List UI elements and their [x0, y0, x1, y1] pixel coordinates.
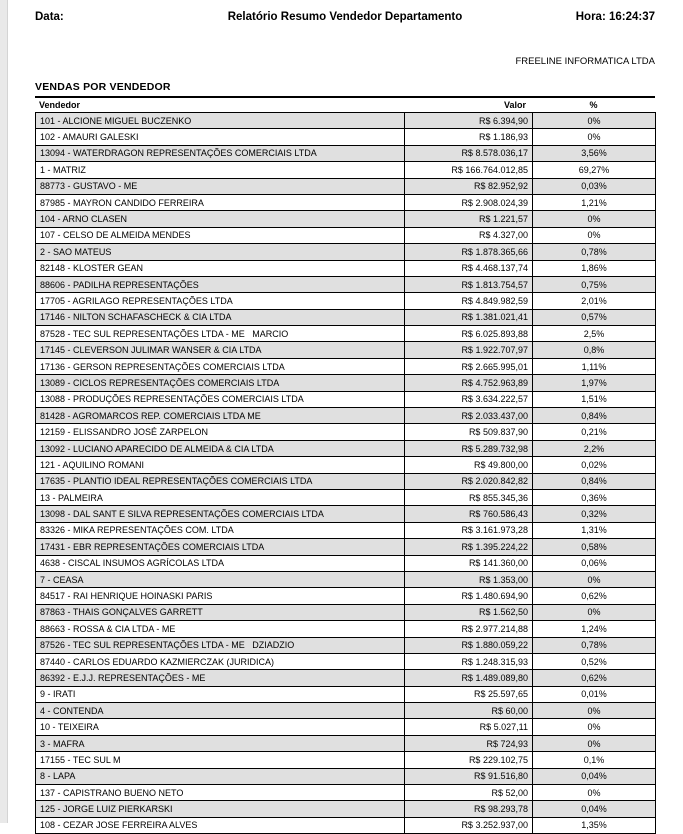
valor-cell: R$ 1.381.021,41 [405, 309, 533, 325]
percent-cell: 2,2% [533, 440, 656, 456]
table-row [36, 604, 656, 620]
table-row [36, 752, 656, 768]
percent-cell: 0% [533, 604, 656, 620]
percent-cell: 0% [533, 129, 656, 145]
valor-cell: R$ 855.345,36 [405, 489, 533, 505]
table-row [36, 293, 656, 309]
table-row [36, 244, 656, 260]
table-row [36, 817, 656, 833]
vendedor-cell: 108 - CEZAR JOSE FERREIRA ALVES [36, 817, 405, 833]
table-row [36, 408, 656, 424]
vendedor-cell: 125 - JORGE LUIZ PIERKARSKI [36, 801, 405, 817]
vendedor-cell: 81428 - AGROMARCOS REP. COMERCIAIS LTDA ME [36, 408, 405, 424]
valor-cell: R$ 6.394,90 [405, 113, 533, 129]
percent-cell: 0,32% [533, 506, 656, 522]
vendedor-cell: 101 - ALCIONE MIGUEL BUCZENKO [36, 113, 405, 129]
date-label: Data: [35, 11, 64, 23]
vendedor-cell: 88773 - GUSTAVO - ME [36, 178, 405, 194]
percent-cell: 0,04% [533, 768, 656, 784]
table-row [36, 539, 656, 555]
vendedor-cell: 4638 - CISCAL INSUMOS AGRÍCOLAS LTDA [36, 555, 405, 571]
valor-cell: R$ 3.252.937,00 [405, 817, 533, 833]
table-row [36, 358, 656, 374]
valor-cell: R$ 52,00 [405, 785, 533, 801]
table-row [36, 342, 656, 358]
table-column-headers [35, 98, 655, 112]
table-row [36, 670, 656, 686]
vendedor-cell: 137 - CAPISTRANO BUENO NETO [36, 785, 405, 801]
percent-cell: 1,97% [533, 375, 656, 391]
percent-cell: 0,57% [533, 309, 656, 325]
table-row [36, 440, 656, 456]
table-row [36, 735, 656, 751]
table-row [36, 571, 656, 587]
report-page [35, 0, 655, 834]
table-row [36, 391, 656, 407]
vendedor-cell: 102 - AMAURI GALESKI [36, 129, 405, 145]
vendedor-cell: 1 - MATRIZ [36, 162, 405, 178]
table-row [36, 145, 656, 161]
vendedor-cell: 13098 - DAL SANT E SILVA REPRESENTAÇÕES COMERCIAIS LTDA [36, 506, 405, 522]
percent-cell: 1,31% [533, 522, 656, 538]
percent-cell: 0,04% [533, 801, 656, 817]
valor-cell: R$ 4.849.982,59 [405, 293, 533, 309]
percent-cell: 1,51% [533, 391, 656, 407]
table-row [36, 227, 656, 243]
valor-cell: R$ 1.248.315,93 [405, 653, 533, 669]
percent-cell: 1,11% [533, 358, 656, 374]
percent-cell: 1,35% [533, 817, 656, 833]
table-row [36, 801, 656, 817]
valor-cell: R$ 5.289.732,98 [405, 440, 533, 456]
report-title: Relatório Resumo Vendedor Departamento [227, 11, 463, 23]
table-row [36, 489, 656, 505]
table-row [36, 768, 656, 784]
valor-cell: R$ 2.665.995,01 [405, 358, 533, 374]
percent-cell: 0% [533, 785, 656, 801]
valor-cell: R$ 141.360,00 [405, 555, 533, 571]
table-row [36, 211, 656, 227]
valor-cell: R$ 1.395.224,22 [405, 539, 533, 555]
valor-cell: R$ 5.027,11 [405, 719, 533, 735]
vendedor-cell: 10 - TEIXEIRA [36, 719, 405, 735]
percent-cell: 0,02% [533, 457, 656, 473]
vendedor-cell: 4 - CONTENDA [36, 703, 405, 719]
percent-cell: 0,78% [533, 244, 656, 260]
percent-cell: 0,36% [533, 489, 656, 505]
vendedor-cell: 17136 - GERSON REPRESENTAÇÕES COMERCIAIS LTDA [36, 358, 405, 374]
valor-cell: R$ 1.878.365,66 [405, 244, 533, 260]
percent-cell: 0,06% [533, 555, 656, 571]
table-row [36, 129, 656, 145]
sales-table-body [36, 113, 656, 834]
percent-cell: 69,27% [533, 162, 656, 178]
table-row [36, 703, 656, 719]
vendedor-cell: 17155 - TEC SUL M [36, 752, 405, 768]
table-row [36, 686, 656, 702]
vendedor-cell: 107 - CELSO DE ALMEIDA MENDES [36, 227, 405, 243]
valor-cell: R$ 82.952,92 [405, 178, 533, 194]
percent-cell: 0,84% [533, 408, 656, 424]
valor-cell: R$ 1.880.059,22 [405, 637, 533, 653]
valor-cell: R$ 3.161.973,28 [405, 522, 533, 538]
valor-cell: R$ 4.752.963,89 [405, 375, 533, 391]
vendedor-cell: 87528 - TEC SUL REPRESENTAÇÕES LTDA - ME MARCIO [36, 326, 405, 342]
percent-cell: 0% [533, 211, 656, 227]
valor-cell: R$ 91.516,80 [405, 768, 533, 784]
vendedor-cell: 3 - MAFRA [36, 735, 405, 751]
vendedor-cell: 17431 - EBR REPRESENTAÇÕES COMERCIAIS LTDA [36, 539, 405, 555]
percent-cell: 0,84% [533, 473, 656, 489]
valor-cell: R$ 1.480.694,90 [405, 588, 533, 604]
valor-cell: R$ 4.327,00 [405, 227, 533, 243]
table-row [36, 162, 656, 178]
vendedor-cell: 86392 - E.J.J. REPRESENTAÇÕES - ME [36, 670, 405, 686]
column-header-percent: % [589, 100, 598, 110]
table-row [36, 473, 656, 489]
table-row [36, 260, 656, 276]
valor-cell: R$ 6.025.893,88 [405, 326, 533, 342]
vendedor-cell: 88663 - ROSSA & CIA LTDA - ME [36, 621, 405, 637]
percent-cell: 0,52% [533, 653, 656, 669]
vendedor-cell: 13089 - CICLOS REPRESENTAÇÕES COMERCIAIS LTDA [36, 375, 405, 391]
valor-cell: R$ 509.837,90 [405, 424, 533, 440]
table-row [36, 457, 656, 473]
valor-cell: R$ 3.634.222,57 [405, 391, 533, 407]
section-title: VENDAS POR VENDEDOR [35, 81, 171, 93]
vendedor-cell: 121 - AQUILINO ROMANI [36, 457, 405, 473]
sales-table [35, 112, 656, 834]
vendedor-cell: 13088 - PRODUÇÕES REPRESENTAÇÕES COMERCIAIS LTDA [36, 391, 405, 407]
vendedor-cell: 88606 - PADILHA REPRESENTAÇÕES [36, 276, 405, 292]
percent-cell: 0,58% [533, 539, 656, 555]
table-row [36, 194, 656, 210]
vendedor-cell: 84517 - RAI HENRIQUE HOINASKI PARIS [36, 588, 405, 604]
vendedor-cell: 2 - SAO MATEUS [36, 244, 405, 260]
vendedor-cell: 8 - LAPA [36, 768, 405, 784]
company-name: FREELINE INFORMATICA LTDA [515, 56, 655, 67]
vendedor-cell: 82148 - KLOSTER GEAN [36, 260, 405, 276]
vendedor-cell: 17146 - NILTON SCHAFASCHECK & CIA LTDA [36, 309, 405, 325]
table-row [36, 113, 656, 129]
vendedor-cell: 17145 - CLEVERSON JULIMAR WANSER & CIA LTDA [36, 342, 405, 358]
vendedor-cell: 9 - IRATI [36, 686, 405, 702]
table-row [36, 276, 656, 292]
report-header [35, 11, 655, 23]
vendedor-cell: 87526 - TEC SUL REPRESENTAÇÕES LTDA - ME DZIADZIO [36, 637, 405, 653]
percent-cell: 0,03% [533, 178, 656, 194]
table-row [36, 719, 656, 735]
percent-cell: 0% [533, 571, 656, 587]
table-row [36, 588, 656, 604]
valor-cell: R$ 98.293,78 [405, 801, 533, 817]
vendedor-cell: 87863 - THAIS GONÇALVES GARRETT [36, 604, 405, 620]
table-row [36, 637, 656, 653]
percent-cell: 0,75% [533, 276, 656, 292]
percent-cell: 1,24% [533, 621, 656, 637]
percent-cell: 0,8% [533, 342, 656, 358]
vendedor-cell: 83326 - MIKA REPRESENTAÇÕES COM. LTDA [36, 522, 405, 538]
percent-cell: 0% [533, 719, 656, 735]
percent-cell: 0% [533, 227, 656, 243]
valor-cell: R$ 1.186,93 [405, 129, 533, 145]
table-row [36, 522, 656, 538]
column-header-vendedor: Vendedor [39, 100, 81, 110]
table-row [36, 653, 656, 669]
percent-cell: 0,01% [533, 686, 656, 702]
valor-cell: R$ 2.977.214,88 [405, 621, 533, 637]
table-row [36, 178, 656, 194]
valor-cell: R$ 49.800,00 [405, 457, 533, 473]
percent-cell: 0,21% [533, 424, 656, 440]
valor-cell: R$ 60,00 [405, 703, 533, 719]
valor-cell: R$ 1.489.089,80 [405, 670, 533, 686]
valor-cell: R$ 1.221,57 [405, 211, 533, 227]
table-row [36, 309, 656, 325]
percent-cell: 2,01% [533, 293, 656, 309]
vendedor-cell: 13 - PALMEIRA [36, 489, 405, 505]
percent-cell: 2,5% [533, 326, 656, 342]
vendedor-cell: 13094 - WATERDRAGON REPRESENTAÇÕES COMERCIAIS LTDA [36, 145, 405, 161]
time-label: Hora: 16:24:37 [575, 11, 656, 23]
vendedor-cell: 13092 - LUCIANO APARECIDO DE ALMEIDA & CIA LTDA [36, 440, 405, 456]
table-row [36, 375, 656, 391]
vendedor-cell: 104 - ARNO CLASEN [36, 211, 405, 227]
valor-cell: R$ 25.597,65 [405, 686, 533, 702]
table-row [36, 555, 656, 571]
valor-cell: R$ 1.813.754,57 [405, 276, 533, 292]
window-left-gutter [0, 0, 8, 823]
valor-cell: R$ 1.922.707,97 [405, 342, 533, 358]
valor-cell: R$ 166.764.012,85 [405, 162, 533, 178]
valor-cell: R$ 2.908.024,39 [405, 194, 533, 210]
vendedor-cell: 87985 - MAYRON CANDIDO FERREIRA [36, 194, 405, 210]
percent-cell: 1,86% [533, 260, 656, 276]
percent-cell: 0% [533, 735, 656, 751]
valor-cell: R$ 4.468.137,74 [405, 260, 533, 276]
valor-cell: R$ 8.578.036,17 [405, 145, 533, 161]
valor-cell: R$ 1.562,50 [405, 604, 533, 620]
percent-cell: 0% [533, 703, 656, 719]
table-row [36, 785, 656, 801]
table-row [36, 506, 656, 522]
percent-cell: 0,62% [533, 588, 656, 604]
percent-cell: 0% [533, 113, 656, 129]
percent-cell: 0,1% [533, 752, 656, 768]
valor-cell: R$ 724,93 [405, 735, 533, 751]
vendedor-cell: 87440 - CARLOS EDUARDO KAZMIERCZAK (JURIDICA) [36, 653, 405, 669]
vendedor-cell: 17635 - PLANTIO IDEAL REPRESENTAÇÕES COMERCIAIS LTDA [36, 473, 405, 489]
percent-cell: 1,21% [533, 194, 656, 210]
vendedor-cell: 12159 - ELISSANDRO JOSÉ ZARPELON [36, 424, 405, 440]
valor-cell: R$ 760.586,43 [405, 506, 533, 522]
percent-cell: 0,62% [533, 670, 656, 686]
valor-cell: R$ 229.102,75 [405, 752, 533, 768]
valor-cell: R$ 2.033.437,00 [405, 408, 533, 424]
valor-cell: R$ 1.353,00 [405, 571, 533, 587]
vendedor-cell: 7 - CEASA [36, 571, 405, 587]
valor-cell: R$ 2.020.842,82 [405, 473, 533, 489]
percent-cell: 3,56% [533, 145, 656, 161]
table-row [36, 621, 656, 637]
table-row [36, 326, 656, 342]
column-header-valor: Valor [503, 100, 526, 110]
percent-cell: 0,78% [533, 637, 656, 653]
table-row [36, 424, 656, 440]
vendedor-cell: 17705 - AGRILAGO REPRESENTAÇÕES LTDA [36, 293, 405, 309]
